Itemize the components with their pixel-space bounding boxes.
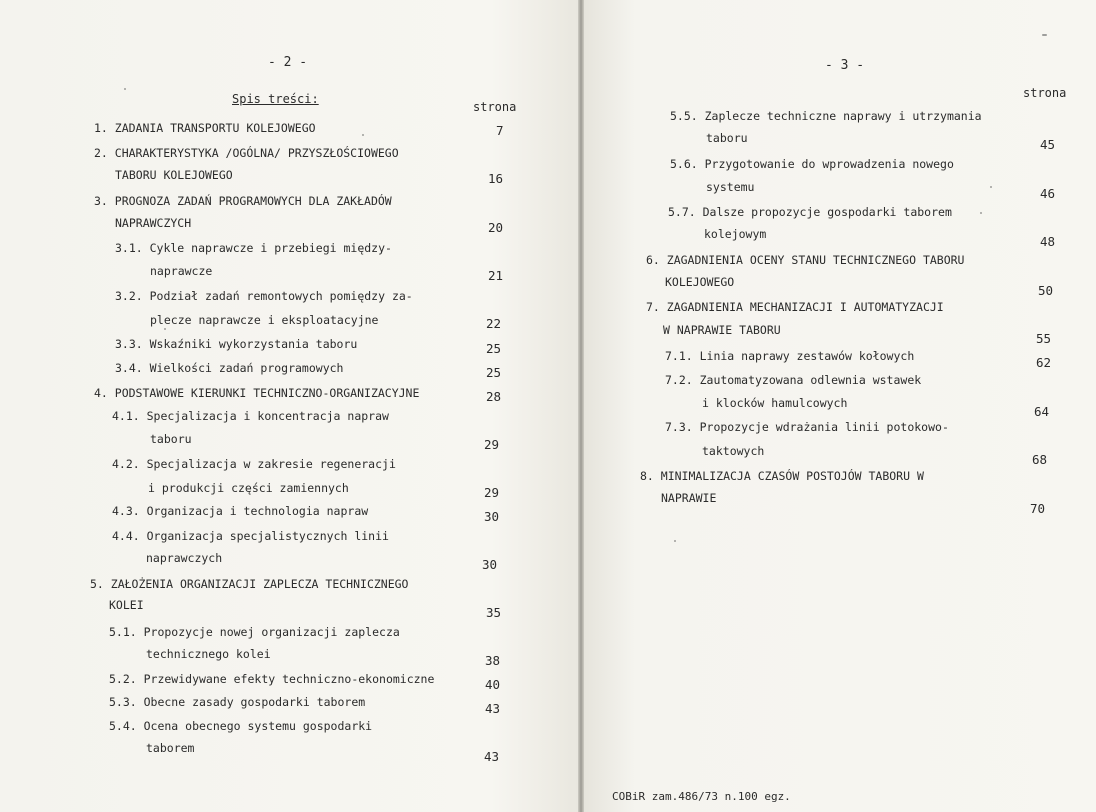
paper-speck (990, 186, 992, 188)
page-number: - 2 - (268, 55, 308, 70)
toc-entry-page: 55 (1036, 331, 1052, 346)
toc-entry-text: 5.5. Zaplecze techniczne naprawy i utrzymania (670, 109, 982, 123)
toc-entry-text: 4.4. Organizacja specjalistycznych linii (112, 529, 389, 543)
toc-entry-text: KOLEI (109, 598, 144, 612)
toc-entry-text: 1. ZADANIA TRANSPORTU KOLEJOWEGO (94, 121, 316, 135)
toc-entry-text: 8. MINIMALIZACJA CZASÓW POSTOJÓW TABORU W (640, 469, 924, 483)
toc-entry-text: 7.1. Linia naprawy zestawów kołowych (665, 349, 915, 363)
toc-entry-text: 3.4. Wielkości zadań programowych (115, 361, 344, 375)
toc-entry-text: 3.3. Wskaźniki wykorzystania taboru (115, 337, 358, 351)
toc-entry-page: 38 (485, 653, 501, 668)
toc-entry-text: taborem (146, 741, 195, 755)
toc-entry-text: 7. ZAGADNIENIA MECHANIZACJI I AUTOMATYZACJI (646, 300, 944, 314)
toc-entry-text: NAPRAWCZYCH (115, 216, 192, 230)
right-page (584, 0, 1096, 812)
toc-entry-text: TABORU KOLEJOWEGO (115, 168, 233, 182)
toc-entry-text: 4. PODSTAWOWE KIERUNKI TECHNICZNO-ORGANIZACYJNE (94, 386, 420, 400)
toc-entry-page: 21 (488, 268, 504, 283)
toc-entry-page: 7 (496, 123, 504, 138)
toc-entry-text: i klocków hamulcowych (702, 396, 848, 410)
toc-entry-text: 5.4. Ocena obecnego systemu gospodarki (109, 719, 373, 733)
toc-entry-page: 28 (486, 389, 502, 404)
toc-entry-page: 29 (484, 437, 500, 452)
toc-entry-text: technicznego kolei (146, 647, 271, 661)
toc-entry-text: 5.7. Dalsze propozycje gospodarki taborem (668, 205, 952, 219)
toc-entry-text: taktowych (702, 444, 765, 458)
column-header-strona: strona (1023, 86, 1067, 100)
toc-entry-page: 43 (485, 701, 501, 716)
toc-entry-text: 7.2. Zautomatyzowana odlewnia wstawek (665, 373, 922, 387)
toc-entry-text: 5. ZAŁOŻENIA ORGANIZACJI ZAPLECZA TECHNICZNEGO (90, 577, 409, 591)
toc-entry-page: 16 (488, 171, 504, 186)
paper-speck (980, 212, 982, 214)
toc-entry-page: 50 (1038, 283, 1054, 298)
toc-entry-text: 5.3. Obecne zasady gospodarki taborem (109, 695, 366, 709)
toc-entry-text: kolejowym (704, 227, 767, 241)
toc-entry-text: 4.2. Specjalizacja w zakresie regeneracji (112, 457, 396, 471)
toc-entry-page: 64 (1034, 404, 1050, 419)
toc-entry-text: 5.1. Propozycje nowej organizacji zaplecza (109, 625, 400, 639)
toc-entry-page: 68 (1032, 452, 1048, 467)
toc-entry-page: 20 (488, 220, 504, 235)
toc-entry-page: 45 (1040, 137, 1056, 152)
toc-entry-page: 46 (1040, 186, 1056, 201)
paper-speck (674, 540, 676, 542)
toc-entry-page: 29 (484, 485, 500, 500)
toc-entry-page: 48 (1040, 234, 1056, 249)
toc-entry-page: 25 (486, 365, 502, 380)
toc-entry-text: taboru (150, 432, 192, 446)
toc-entry-text: 4.3. Organizacja i technologia napraw (112, 504, 369, 518)
toc-entry-text: naprawcze (150, 264, 213, 278)
paper-speck (124, 88, 126, 90)
column-header-strona: strona (473, 100, 517, 114)
toc-entry-text: i produkcji części zamiennych (148, 481, 349, 495)
toc-entry-text: taboru (706, 131, 748, 145)
toc-entry-page: 70 (1030, 501, 1046, 516)
toc-entry-text: 2. CHARAKTERYSTYKA /OGÓLNA/ PRZYSZŁOŚCIOWEGO (94, 146, 399, 160)
toc-entry-text: plecze naprawcze i eksploatacyjne (150, 313, 379, 327)
toc-entry-text: 5.6. Przygotowanie do wprowadzenia nowego (670, 157, 954, 171)
printer-footer-note: COBiR zam.486/73 n.100 egz. (612, 790, 791, 803)
paper-speck (164, 328, 166, 330)
toc-entry-page: 35 (486, 605, 502, 620)
toc-entry-text: 7.3. Propozycje wdrażania linii potokowo- (665, 420, 949, 434)
toc-entry-text: 5.2. Przewidywane efekty techniczno-ekonomiczne (109, 672, 435, 686)
toc-entry-page: 30 (484, 509, 500, 524)
page-number: - 3 - (825, 58, 865, 73)
toc-entry-text: NAPRAWIE (661, 491, 717, 505)
toc-entry-text: 3.2. Podział zadań remontowych pomiędzy za- (115, 289, 413, 303)
toc-entry-page: 22 (486, 316, 502, 331)
toc-entry-text: naprawczych (146, 551, 223, 565)
toc-entry-text: 6. ZAGADNIENIA OCENY STANU TECHNICZNEGO TABORU (646, 253, 965, 267)
toc-entry-text: 4.1. Specjalizacja i koncentracja napraw (112, 409, 389, 423)
toc-entry-page: 43 (484, 749, 500, 764)
paper-speck (1042, 34, 1047, 36)
toc-entry-text: 3.1. Cykle naprawcze i przebiegi między- (115, 241, 392, 255)
toc-entry-text: KOLEJOWEGO (665, 275, 735, 289)
toc-entry-text: systemu (706, 180, 755, 194)
paper-speck (362, 134, 364, 136)
toc-entry-page: 25 (486, 341, 502, 356)
toc-entry-page: 62 (1036, 355, 1052, 370)
toc-title: Spis treści: (232, 92, 319, 106)
toc-entry-page: 30 (482, 557, 498, 572)
toc-entry-text: W NAPRAWIE TABORU (663, 323, 781, 337)
toc-entry-page: 40 (485, 677, 501, 692)
toc-entry-text: 3. PROGNOZA ZADAŃ PROGRAMOWYCH DLA ZAKŁADÓW (94, 194, 392, 208)
